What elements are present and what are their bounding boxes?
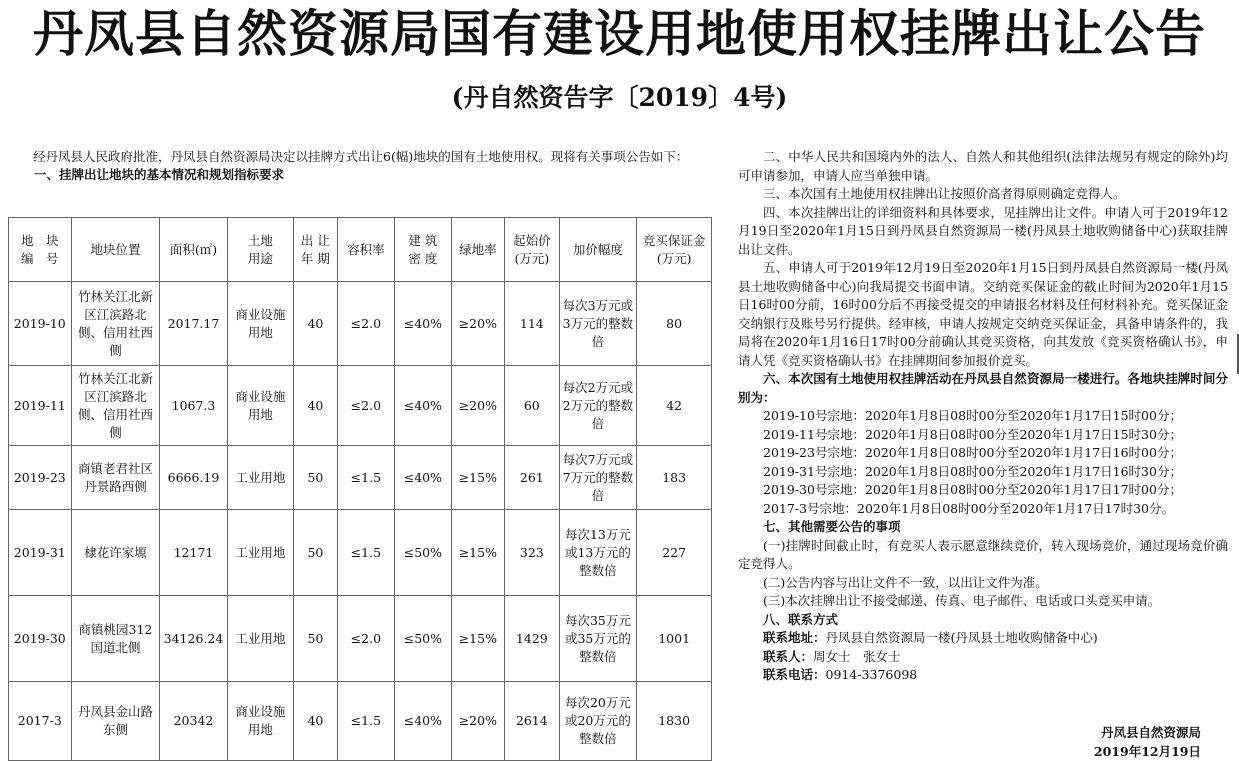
table-cell: 34126.24 (160, 596, 227, 682)
table-cell: 2019-23 (9, 446, 72, 510)
notice-title: 丹凤县自然资源局国有建设用地使用权挂牌出让公告 (0, 4, 1239, 64)
table-cell: 商业设施用地 (227, 282, 294, 366)
table-cell: 2019-11 (9, 366, 72, 446)
table-cell: 323 (505, 510, 559, 596)
table-header-cell: 建 筑 密 度 (395, 218, 452, 282)
table-cell: 商镇老君社区丹景路西侧 (71, 446, 160, 510)
table-cell: ≤1.5 (337, 510, 395, 596)
contact-person (763, 648, 1228, 667)
contact-phone-value: 0914-3376098 (826, 667, 918, 682)
left-column (8, 148, 720, 184)
table-header-cell: 地块位置 (71, 218, 160, 282)
table-cell: 工业用地 (227, 596, 294, 682)
table-cell: 商业设施用地 (227, 682, 294, 761)
table-cell: 每次35万元或35万元的整数倍 (559, 596, 637, 682)
table-header-cell: 容积率 (337, 218, 395, 282)
section-3: 三、本次国有土地使用权挂牌出让按照价高者得原则确定竞得人。 (738, 185, 1228, 204)
table-header-cell: 出 让 年 期 (294, 218, 337, 282)
table-cell: 1830 (637, 682, 712, 761)
contact-phone-label: 联系电话： (763, 667, 826, 682)
table-cell: ≥15% (451, 596, 504, 682)
table-cell: ≤2.0 (337, 366, 395, 446)
table-row (9, 366, 712, 446)
section-7-item-1: (一)挂牌时间截止时，有竞买人表示愿意继续竞价，转入现场竞价，通过现场竞价确定竞得人。 (738, 537, 1228, 574)
signature-date: 2019年12月19日 (1094, 743, 1201, 761)
table-cell: 棣花许家塬 (71, 510, 160, 596)
table-cell: 每次2万元或2万元的整数倍 (559, 366, 637, 446)
table-cell: ≤50% (395, 596, 452, 682)
table-cell: ≥20% (451, 366, 504, 446)
table-cell: 2017.17 (160, 282, 227, 366)
section-8-title: 八、联系方式 (738, 611, 1228, 630)
table-cell: 80 (637, 282, 712, 366)
table-cell: ≤40% (395, 446, 452, 510)
schedule-item: 2019-10号宗地：2020年1月8日08时00分至2020年1月17日15时00分； (763, 407, 1228, 426)
table-cell: ≤2.0 (337, 282, 395, 366)
signature-block (1094, 724, 1201, 761)
section-6: 六、本次国有土地使用权挂牌活动在丹凤县自然资源局一楼进行。各地块挂牌时间分别为： (738, 370, 1228, 407)
contact-address-value: 丹凤县自然资源局一楼(丹凤县土地收购储备中心) (826, 630, 1098, 645)
table-header-cell: 地 块 编 号 (9, 218, 72, 282)
table-cell: 261 (505, 446, 559, 510)
table-cell: 40 (294, 366, 337, 446)
listing-schedule (738, 407, 1228, 518)
intro-paragraph: 经丹凤县人民政府批准，丹凤县自然资源局决定以挂牌方式出让6(幅)地块的国有土地使用权。现将有关事项公告如下： (8, 148, 720, 166)
table-header-cell: 面积(㎡) (160, 218, 227, 282)
schedule-item: 2017-3号宗地：2020年1月8日08时00分至2020年1月17日17时30分。 (763, 500, 1228, 519)
right-column (738, 148, 1228, 685)
table-cell: 2614 (505, 682, 559, 761)
contact-address-label: 联系地址： (763, 630, 826, 645)
table-cell: 丹凤县金山路东侧 (71, 682, 160, 761)
table-cell: ≥20% (451, 282, 504, 366)
table-cell: ≤1.5 (337, 682, 395, 761)
table-cell: ≥15% (451, 510, 504, 596)
schedule-item: 2019-31号宗地：2020年1月8日08时00分至2020年1月17日16时30分； (763, 463, 1228, 482)
table-cell: 1067.3 (160, 366, 227, 446)
section-7-item-3: (三)本次挂牌出让不接受邮递、传真、电子邮件、电话或口头竞买申请。 (738, 592, 1228, 611)
table-cell: 50 (294, 510, 337, 596)
schedule-item: 2019-30号宗地：2020年1月8日08时00分至2020年1月17日17时00分； (763, 481, 1228, 500)
table-cell: 工业用地 (227, 446, 294, 510)
table-cell: 60 (505, 366, 559, 446)
section-2: 二、中华人民共和国境内外的法人、自然人和其他组织(法律法规另有规定的除外)均可申请参加，申请人应当单独申请。 (738, 148, 1228, 185)
table-cell: 工业用地 (227, 510, 294, 596)
table-row (9, 596, 712, 682)
table-cell: 20342 (160, 682, 227, 761)
table-cell: ≥15% (451, 446, 504, 510)
table-cell: 商业设施用地 (227, 366, 294, 446)
table-header-row (9, 218, 712, 282)
table-cell: ≤1.5 (337, 446, 395, 510)
table-cell: 竹林关江北新区江滨路北侧、信用社西侧 (71, 282, 160, 366)
table-cell: ≤40% (395, 682, 452, 761)
table-cell: 2019-31 (9, 510, 72, 596)
table-cell: 40 (294, 682, 337, 761)
table-cell: 12171 (160, 510, 227, 596)
table-cell: 50 (294, 596, 337, 682)
table-cell: 42 (637, 366, 712, 446)
table-header-cell: 加价幅度 (559, 218, 637, 282)
table-cell: ≤50% (395, 510, 452, 596)
section-7-title: 七、其他需要公告的事项 (738, 518, 1228, 537)
table-cell: ≤40% (395, 366, 452, 446)
table-cell: 每次7万元或7万元的整数倍 (559, 446, 637, 510)
table-header-cell: 竞买保证金 (万元) (637, 218, 712, 282)
table-cell: 2019-10 (9, 282, 72, 366)
document-number: (丹自然资告字〔2019〕4号) (0, 80, 1239, 116)
table-cell: ≤40% (395, 282, 452, 366)
contact-person-value: 周女士 张女士 (813, 649, 901, 664)
table-cell: 2017-3 (9, 682, 72, 761)
section-4: 四、本次挂牌出让的详细资料和具体要求，见挂牌出让文件。申请人可于2019年12月19日至2020年1月15日到丹凤县自然资源局一楼(丹凤县土地收购储备中心)获取挂牌出让文件。 (738, 204, 1228, 260)
table-header-cell: 土地 用途 (227, 218, 294, 282)
table-cell: ≥20% (451, 682, 504, 761)
table-cell: 每次13万元或13万元的整数倍 (559, 510, 637, 596)
signature-org: 丹凤县自然资源局 (1094, 724, 1201, 743)
table-cell: 114 (505, 282, 559, 366)
table-header-cell: 绿地率 (451, 218, 504, 282)
contact-phone (763, 666, 1228, 685)
table-row (9, 446, 712, 510)
section-1-title: 一、挂牌出让地块的基本情况和规划指标要求 (34, 166, 720, 184)
schedule-item: 2019-11号宗地：2020年1月8日08时00分至2020年1月17日15时30分； (763, 426, 1228, 445)
table-cell: 183 (637, 446, 712, 510)
contact-person-label: 联系人： (763, 649, 813, 664)
table-row (9, 682, 712, 761)
table-cell: ≤2.0 (337, 596, 395, 682)
table-cell: 2019-30 (9, 596, 72, 682)
table-header-cell: 起始价 (万元) (505, 218, 559, 282)
table-cell: 每次3万元或3万元的整数倍 (559, 282, 637, 366)
table-row (9, 282, 712, 366)
section-5: 五、申请人可于2019年12月19日至2020年1月15日到丹凤县自然资源局一楼(丹凤县土地收购储备中心)向我局提交书面申请。交纳竞买保证金的截止时间为2020年1月15日16时00分前，16时00分后不再接受提交的申请报名材料及任何材料补充。竞买保证金交纳银行及账号另行提供。经审核，申请人按规定交纳竞买保证金，具备申请条件的，我局将在2020年1月16日17时00分前确认其竞买资格，向其发放《竞买资格确认书》，申请人凭《竞买资格确认书》在挂牌期间参加报价竞买。 (738, 259, 1228, 370)
schedule-item: 2019-23号宗地：2020年1月8日08时00分至2020年1月17日16时00分； (763, 444, 1228, 463)
land-parcel-table (8, 217, 712, 761)
table-cell: 商镇桃园312国道北侧 (71, 596, 160, 682)
contact-address (763, 629, 1228, 648)
table-row (9, 510, 712, 596)
table-cell: 每次20万元或20万元的整数倍 (559, 682, 637, 761)
table-cell: 1429 (505, 596, 559, 682)
table-cell: 竹林关江北新区江滨路北侧、信用社西侧 (71, 366, 160, 446)
table-cell: 227 (637, 510, 712, 596)
table-cell: 50 (294, 446, 337, 510)
table-cell: 40 (294, 282, 337, 366)
section-7-item-2: (二)公告内容与出让文件不一致，以出让文件为准。 (738, 574, 1228, 593)
table-cell: 6666.19 (160, 446, 227, 510)
table-cell: 1001 (637, 596, 712, 682)
